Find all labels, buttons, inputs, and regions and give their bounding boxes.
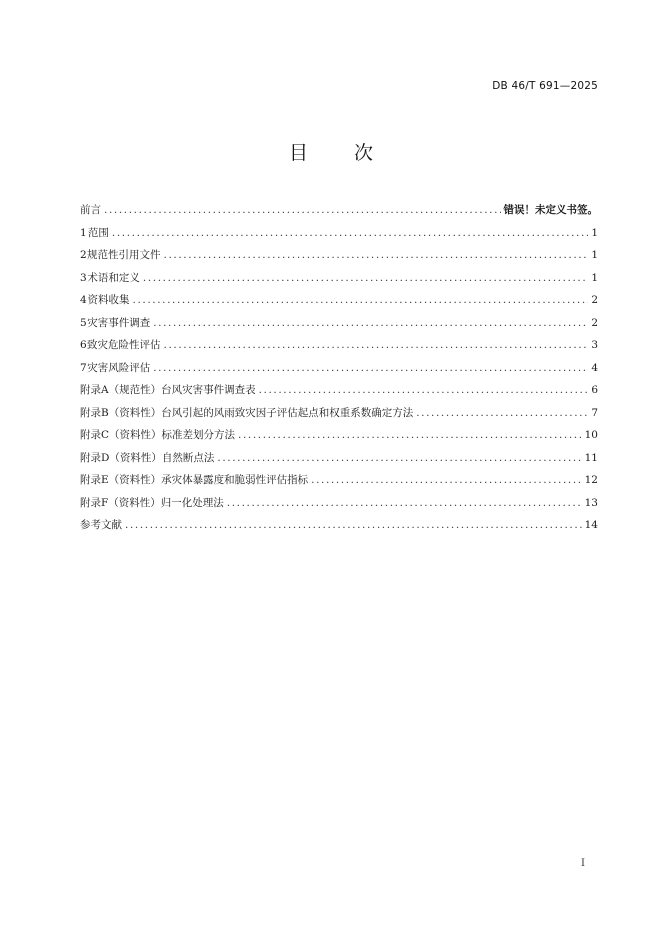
- toc-entry-data-collection[interactable]: [80, 289, 598, 312]
- toc-entry-page: 1: [591, 271, 598, 284]
- toc-entry-page: 12: [584, 474, 598, 486]
- toc-entry-appendix-d[interactable]: [80, 447, 598, 470]
- toc-entry-page: 1: [591, 226, 598, 239]
- toc-entry-label: 灾害风险评估: [87, 361, 151, 374]
- toc-leader-dots: [153, 312, 588, 335]
- toc-appendix-prefix: 附录F（资料性）: [80, 496, 161, 509]
- toc-leader-dots: [104, 199, 501, 222]
- toc-entry-number: 2: [80, 249, 87, 261]
- toc-entry-label: 灾害事件调查: [87, 316, 151, 329]
- toc-appendix-prefix: 附录B（资料性）: [80, 406, 162, 419]
- toc-entry-page: 4: [591, 361, 598, 374]
- toc-entry-appendix-b[interactable]: [80, 402, 598, 425]
- toc-leader-dots: [112, 222, 588, 245]
- toc-entry-terms-definitions[interactable]: [80, 267, 598, 290]
- toc-entry-page: 7: [591, 406, 598, 419]
- toc-entry-label: 资料收集: [87, 294, 130, 306]
- toc-entry-number: 5: [80, 316, 87, 329]
- toc-entry-label: 台风引起的风雨致灾因子评估起点和权重系数确定方法: [161, 406, 414, 419]
- toc-entry-page-error: 错误！未定义书签。: [503, 204, 598, 216]
- toc-leader-dots: [164, 244, 589, 267]
- toc-entry-label: 前言: [80, 204, 101, 216]
- toc-entry-label: 术语和定义: [87, 271, 140, 284]
- toc-entry-page: 13: [584, 496, 598, 509]
- toc-entry-label: 参考文献: [80, 519, 122, 531]
- toc-leader-dots: [153, 357, 588, 380]
- toc-entry-page: 6: [591, 384, 598, 396]
- toc-entry-page: 1: [591, 249, 598, 261]
- toc-entry-page: 11: [584, 451, 598, 464]
- toc-entry-page: 10: [584, 429, 598, 441]
- toc-entry-page: 2: [591, 316, 598, 329]
- toc-entry-label: 规范性引用文件: [87, 249, 161, 261]
- toc-entry-appendix-a[interactable]: [80, 379, 598, 402]
- toc-entry-page: 2: [591, 294, 598, 306]
- toc-leader-dots: [143, 267, 588, 290]
- toc-entry-number: 4: [80, 294, 87, 306]
- toc-entry-page: 3: [591, 339, 598, 351]
- toc-leader-dots: [416, 402, 588, 425]
- toc-entry-appendix-f[interactable]: [80, 492, 598, 515]
- toc-leader-dots: [259, 379, 589, 402]
- toc-appendix-prefix: 附录D（资料性）: [80, 451, 162, 464]
- toc-leader-dots: [227, 492, 582, 515]
- toc-entry-label: 自然断点法: [161, 451, 215, 464]
- toc-leader-dots: [125, 514, 582, 537]
- toc-entry-label: 标准差划分方法: [161, 429, 236, 441]
- toc-entry-normative-references[interactable]: [80, 244, 598, 267]
- title-char-2: 次: [354, 142, 374, 164]
- toc-leader-dots: [133, 289, 589, 312]
- toc-entry-label: 台风灾害事件调查表: [161, 384, 256, 396]
- toc-entry-risk-assessment[interactable]: [80, 357, 598, 380]
- page-title: [0, 138, 662, 165]
- table-of-contents: [80, 199, 598, 537]
- toc-entry-appendix-c[interactable]: [80, 424, 598, 447]
- toc-entry-scope[interactable]: [80, 222, 598, 245]
- toc-entry-disaster-survey[interactable]: [80, 312, 598, 335]
- toc-entry-label: 致灾危险性评估: [87, 339, 161, 351]
- toc-leader-dots: [238, 424, 582, 447]
- title-char-1: 目: [288, 142, 308, 164]
- toc-entry-number: 1: [80, 226, 87, 239]
- toc-entry-foreword[interactable]: [80, 199, 598, 222]
- toc-entry-page: 14: [584, 519, 598, 531]
- toc-appendix-prefix: 附录A（规范性）: [80, 384, 162, 396]
- toc-leader-dots: [217, 447, 581, 470]
- page-number: I: [581, 858, 585, 869]
- toc-entry-number: 3: [80, 271, 87, 284]
- toc-entry-hazard-assessment[interactable]: [80, 334, 598, 357]
- toc-entry-appendix-e[interactable]: [80, 469, 598, 492]
- toc-entry-number: 7: [80, 361, 87, 374]
- toc-appendix-prefix: 附录E（资料性）: [80, 474, 162, 486]
- toc-entry-label: 归一化处理法: [160, 496, 224, 509]
- toc-entry-label: 范围: [87, 226, 109, 239]
- toc-leader-dots: [164, 334, 589, 357]
- toc-appendix-prefix: 附录C（资料性）: [80, 429, 162, 441]
- toc-entry-number: 6: [80, 339, 87, 351]
- toc-entry-label: 承灾体暴露度和脆弱性评估指标: [161, 474, 309, 486]
- toc-leader-dots: [311, 469, 581, 492]
- toc-entry-bibliography[interactable]: [80, 514, 598, 537]
- document-code: DB 46/T 691—2025: [492, 80, 598, 92]
